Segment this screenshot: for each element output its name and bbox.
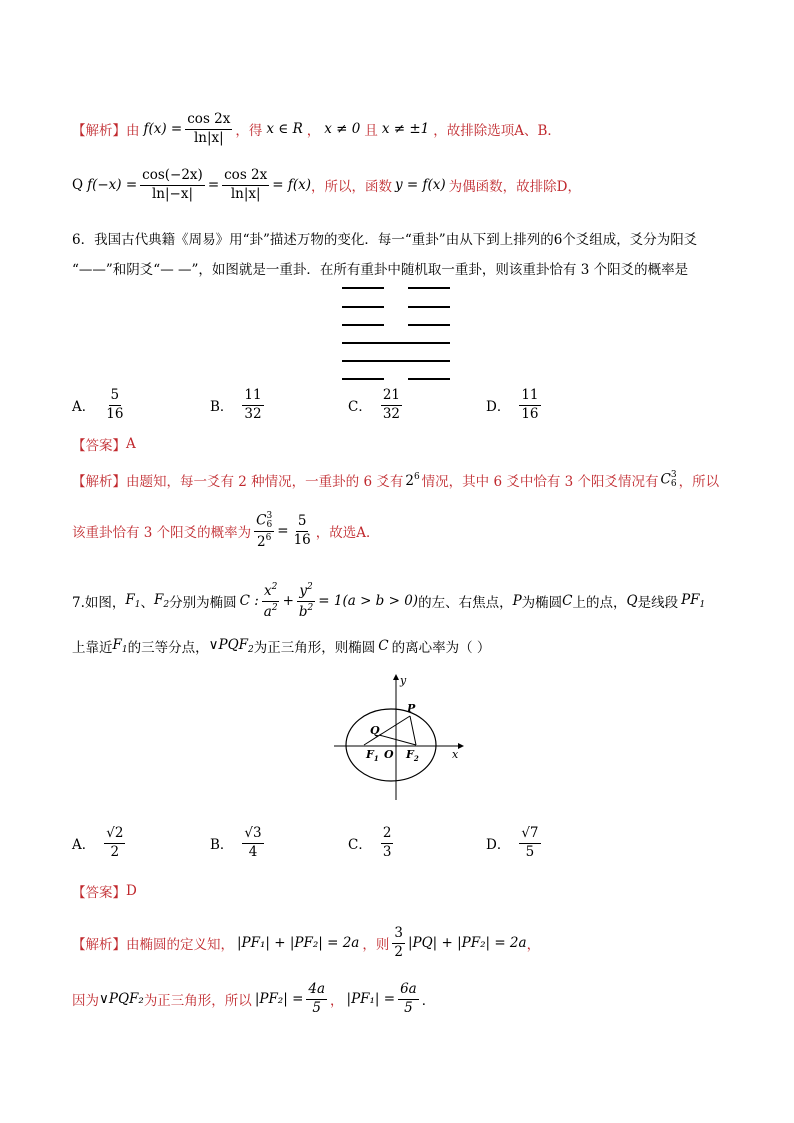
triangle-symbol: ∨PQF₂: [99, 991, 144, 1008]
numerator: cos 2x: [185, 112, 232, 130]
symbol: Q: [626, 593, 638, 610]
denominator: 32: [244, 405, 262, 422]
text: ，所以: [678, 474, 720, 490]
text: 上的点，: [572, 595, 627, 612]
answer-value: D: [126, 883, 137, 899]
option-label: B．: [210, 837, 234, 854]
yin-line-segment: [342, 378, 384, 380]
fraction: [242, 388, 263, 422]
text: ．: [421, 993, 436, 1010]
denominator: ln|x|: [193, 129, 224, 146]
plus: +: [282, 593, 294, 610]
therefore-symbol: Q: [72, 177, 84, 194]
exponent: 2: [307, 602, 314, 613]
exponent: 2: [307, 582, 313, 592]
symbol: F: [112, 637, 122, 653]
q7-option-b[interactable]: [210, 826, 267, 860]
q6-option-c[interactable]: [348, 388, 405, 422]
equals: =: [207, 177, 220, 194]
base: 2: [405, 472, 414, 489]
text: 为正三角形，则椭圆: [253, 640, 376, 656]
symbol: PF: [681, 592, 700, 609]
yin-line-segment: [408, 324, 450, 326]
option-label: D．: [486, 837, 511, 854]
fraction: [104, 388, 125, 422]
fraction: [297, 582, 315, 620]
option-label: B．: [210, 399, 234, 416]
condition: x ∈ R: [266, 121, 303, 138]
text: 是线段: [637, 595, 679, 612]
yin-line-segment: [342, 306, 384, 308]
text: 为正三角形，所以: [143, 993, 252, 1010]
option-label: D．: [486, 399, 511, 416]
text: ，所以，函数: [311, 179, 392, 196]
fraction: [262, 582, 280, 620]
fraction: [185, 112, 232, 146]
numerator: 3: [392, 926, 405, 944]
yang-line: [342, 360, 450, 362]
fraction: [254, 512, 274, 551]
condition: x ≠ 0: [324, 121, 361, 138]
function-expr: f(x) =: [143, 121, 183, 138]
text: ，: [526, 937, 541, 954]
label-x: x: [452, 748, 459, 761]
text: 、: [140, 595, 154, 612]
denominator: ln|x|: [230, 185, 261, 202]
label-f1: $F_1$: [366, 748, 379, 763]
option-label: A．: [72, 837, 96, 854]
numerator: y: [299, 583, 308, 599]
subscript: 2: [163, 600, 170, 611]
equation: = 1(a > b > 0): [318, 593, 419, 610]
q6-answer: [72, 434, 136, 454]
hexagram-figure: [342, 284, 452, 384]
text: 由题知，每一爻有 2 种情况，一重卦的 6 爻有: [126, 474, 404, 490]
yin-line-segment: [342, 287, 384, 289]
symbol: F: [154, 592, 164, 609]
text: 由: [126, 123, 140, 140]
yin-line-segment: [408, 306, 450, 308]
symbol: P: [512, 593, 522, 610]
fraction: [140, 168, 205, 202]
yin-line-segment: [408, 287, 450, 289]
denominator: 3: [382, 843, 392, 860]
subscript: 6: [266, 520, 273, 530]
function-expr: y = f(x): [395, 177, 446, 194]
equation: |PF₁| =: [346, 991, 396, 1008]
fraction: [519, 826, 540, 860]
combination-symbol: C: [256, 512, 267, 529]
combination-symbol: C: [660, 471, 671, 488]
denominator: 16: [521, 405, 539, 422]
symbol: C: [378, 638, 389, 654]
text: ，: [306, 123, 321, 140]
numerator: 5: [109, 388, 122, 406]
exponent: 2: [271, 582, 278, 592]
numerator: 21: [381, 388, 402, 406]
equation: |PQ| + |PF₂| = 2a: [407, 935, 527, 952]
yin-line-segment: [408, 378, 450, 380]
superscript: 3: [266, 511, 273, 521]
fraction: [306, 982, 327, 1016]
text: 上靠近: [72, 640, 113, 656]
yang-line: [342, 342, 450, 344]
numerator: 5: [296, 514, 309, 532]
q7-option-d[interactable]: [486, 826, 544, 860]
q6-line-2: “——”和阴爻“— —”，如图就是一重卦．在所有重卦中随机取一重卦，则该重卦恰有 3 个阳爻的概率是: [72, 262, 689, 278]
answer-tag: 【答案】: [72, 885, 126, 901]
triangle-symbol: ∨PQF: [208, 637, 249, 653]
denominator: 2: [110, 843, 120, 860]
text: 的左、右焦点，: [418, 595, 513, 612]
segment-qf2: [379, 735, 416, 745]
denominator: b: [298, 603, 308, 620]
answer-value: A: [126, 436, 136, 452]
denominator: 5: [525, 843, 535, 860]
q6-analysis-line-2: [72, 512, 380, 551]
text: ，故选A．: [315, 525, 380, 542]
q7-analysis-line-2: [72, 982, 435, 1016]
label-o: O: [384, 748, 394, 761]
subscript: 6: [670, 479, 677, 489]
q6-option-a[interactable]: [72, 388, 128, 422]
answer-tag: 【答案】: [72, 438, 126, 454]
ellipse-c: [346, 709, 436, 781]
analysis-tag: 【解析】: [72, 937, 126, 954]
equals: =: [277, 523, 289, 540]
text: 为偶函数，故排除D，: [448, 179, 581, 196]
q7-analysis-line-1: [72, 926, 540, 960]
text: 因为: [72, 993, 99, 1010]
option-label: A．: [72, 399, 96, 416]
numerator: cos 2x: [222, 168, 269, 186]
subscript: 1: [699, 600, 706, 611]
q7-option-a[interactable]: [72, 826, 128, 860]
text: 的三等分点，: [127, 640, 209, 656]
numerator: √7: [519, 826, 540, 844]
analysis-tag: 【解析】: [72, 123, 126, 140]
q6-option-d[interactable]: [486, 388, 544, 422]
text: 为椭圆: [521, 595, 563, 612]
segment-pf2: [410, 716, 416, 745]
analysis-line-2: [72, 168, 581, 202]
numerator: √2: [104, 826, 125, 844]
text: 且: [364, 123, 378, 140]
fraction: [381, 388, 402, 422]
q6-option-b[interactable]: [210, 388, 267, 422]
text: 7.如图，: [72, 595, 126, 612]
symbol: C :: [239, 593, 259, 610]
q6-analysis-line-1: [72, 470, 719, 490]
fraction: [242, 826, 263, 860]
function-expr: = f(x): [272, 177, 311, 194]
function-expr: f(−x) =: [87, 177, 138, 194]
denominator: 5: [312, 999, 321, 1016]
text: ，得: [235, 123, 263, 140]
text: 由椭圆的定义知，: [126, 937, 234, 954]
label-y: y: [400, 674, 407, 687]
denominator: 4: [248, 843, 258, 860]
denominator: ln|−x|: [151, 185, 193, 202]
x-axis-arrow: [458, 743, 464, 749]
text: 情况，其中 6 爻中恰有 3 个阳爻情况有: [421, 474, 659, 490]
label-p: P: [407, 702, 416, 715]
numerator: 11: [519, 388, 540, 406]
base: 2: [257, 534, 266, 550]
numerator: 11: [242, 388, 263, 406]
text: ，故排除选项A、B．: [433, 123, 561, 140]
text: 的离心率为（ ）: [391, 640, 491, 656]
subscript: 1: [121, 645, 128, 655]
equation: |PF₁| + |PF₂| = 2a: [237, 935, 360, 952]
subscript: 2: [248, 645, 254, 655]
label-f2: $F_2$: [406, 748, 419, 763]
denominator: 2: [394, 943, 403, 960]
denominator: 32: [382, 405, 401, 422]
fraction: [222, 168, 269, 202]
numerator: 6a: [398, 982, 419, 1000]
numerator: 4a: [306, 982, 327, 1000]
numerator: √3: [242, 826, 263, 844]
fraction: [398, 982, 419, 1016]
symbol: F: [125, 592, 135, 609]
denominator: a: [263, 603, 272, 620]
q6-line-1: 6．我国古代典籍《周易》用“卦”描述万物的变化．每一“重卦”由从下到上排列的6个爻组成，爻分为阳爻: [72, 232, 698, 248]
fraction: [292, 514, 313, 548]
denominator: 16: [293, 531, 311, 548]
symbol: C: [562, 593, 573, 610]
denominator: 5: [404, 999, 413, 1016]
analysis-tag: 【解析】: [72, 474, 126, 490]
option-label: C．: [348, 399, 372, 416]
yin-line-segment: [342, 324, 384, 326]
y-axis-arrow: [393, 674, 399, 680]
denominator: 16: [106, 405, 124, 422]
text: 该重卦恰有 3 个阳爻的概率为: [72, 525, 252, 542]
fraction: [104, 826, 125, 860]
exponent: 2: [271, 602, 278, 613]
q7-option-c[interactable]: [348, 826, 396, 860]
option-label: C．: [348, 837, 372, 854]
superscript: 3: [670, 470, 677, 480]
equation: |PF₂| =: [254, 991, 304, 1008]
fraction: [519, 388, 540, 422]
numerator: x: [264, 583, 272, 599]
ellipse-figure: [330, 672, 470, 804]
fraction: [392, 926, 405, 960]
analysis-line-1: [72, 112, 561, 146]
text: ，: [330, 993, 344, 1010]
text: ，则: [362, 937, 390, 954]
exponent: 6: [413, 471, 420, 482]
q7-answer: [72, 881, 137, 901]
fraction: [381, 826, 394, 860]
condition: x ≠ ±1: [381, 121, 430, 138]
text: 分别为椭圆: [169, 595, 237, 612]
label-q: Q: [370, 724, 380, 737]
subscript: 1: [134, 600, 141, 611]
q7-line-1: [72, 582, 705, 620]
exponent: 6: [265, 533, 272, 543]
numerator: 2: [381, 826, 394, 844]
numerator: cos(−2x): [140, 168, 205, 186]
q7-line-2: [72, 636, 490, 656]
